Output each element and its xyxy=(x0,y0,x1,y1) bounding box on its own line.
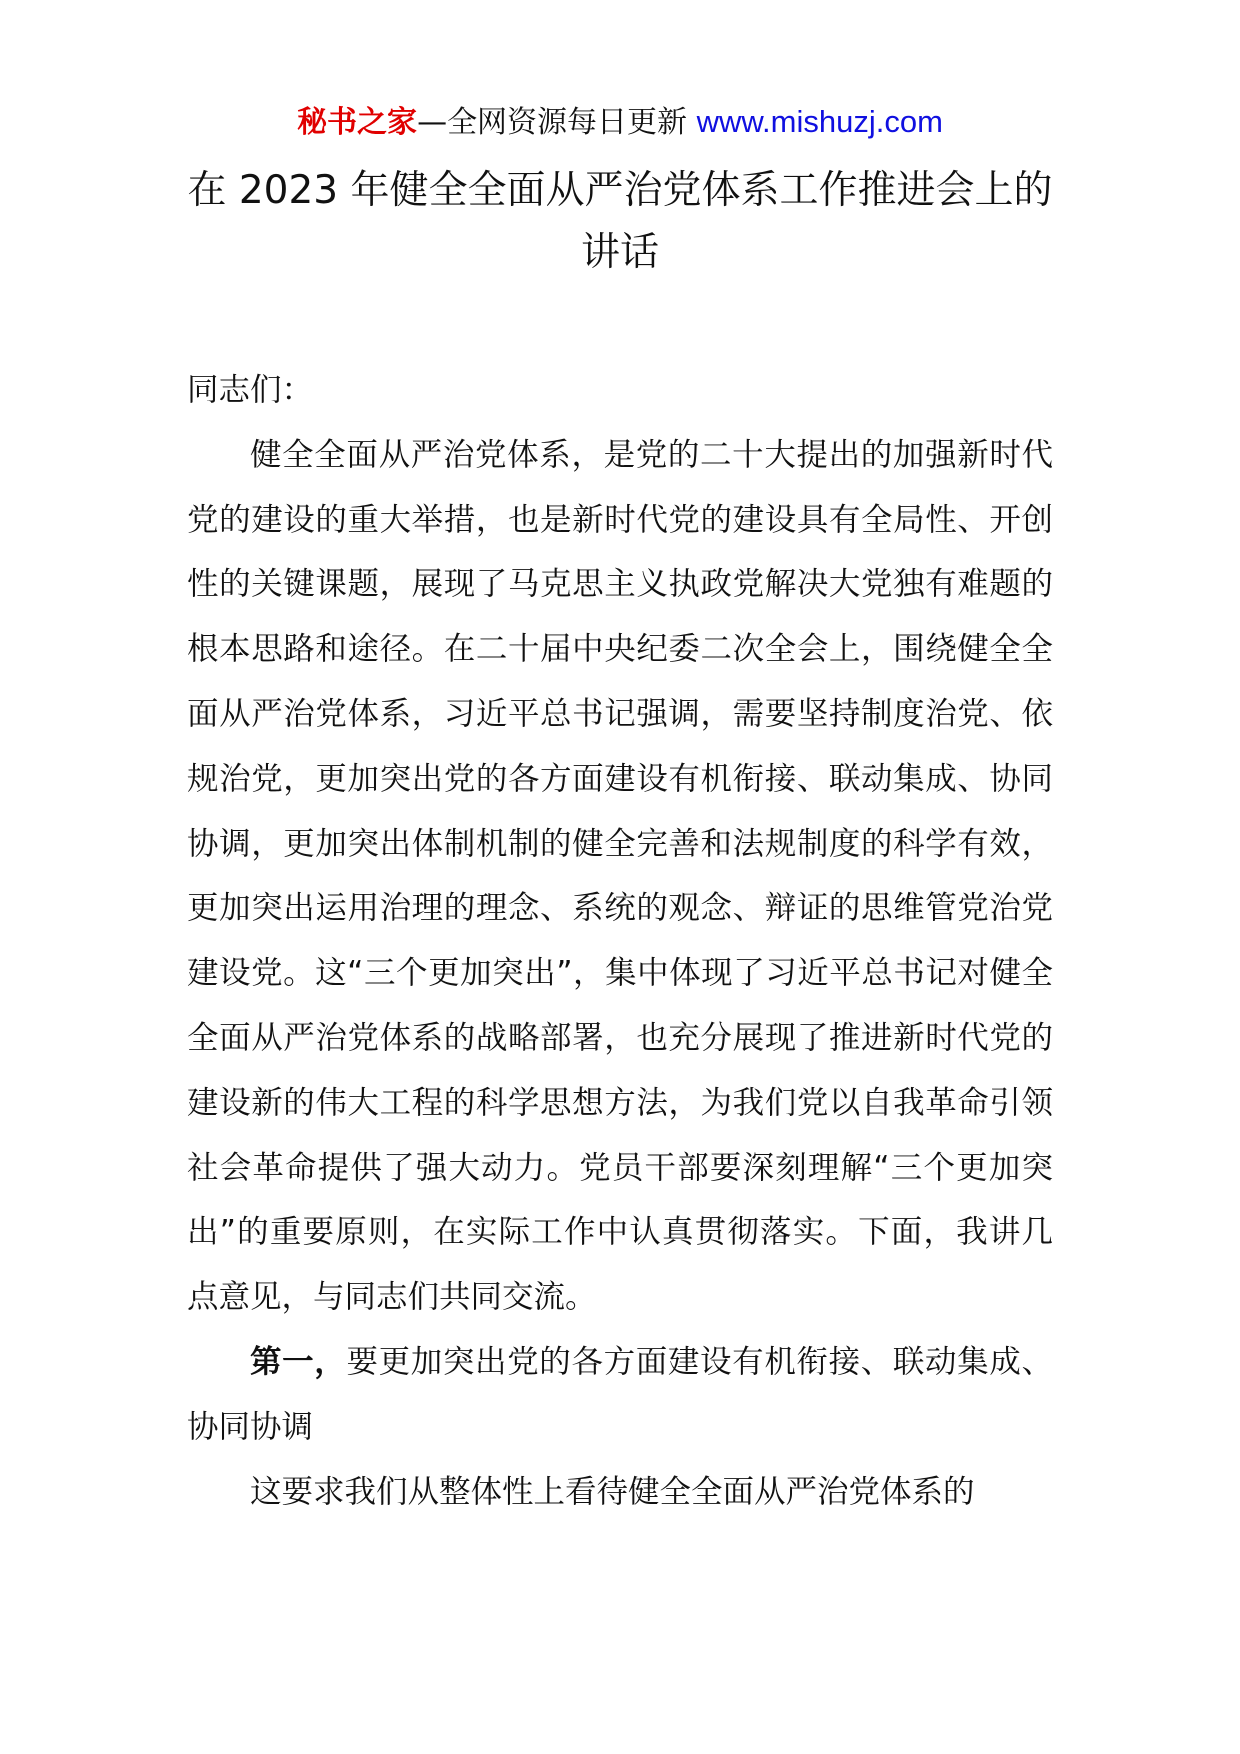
section-heading-1-text: 要更加突出党的各方面建设有机衔接、联动集成、协同协调 xyxy=(187,1343,1053,1445)
section-heading-1 xyxy=(187,1330,1053,1460)
document-title: 在 2023 年健全全面从严治党体系工作推进会上的讲话 xyxy=(187,168,1053,275)
section-heading-1-lead: 第一， xyxy=(250,1343,347,1380)
site-url: www.mishuzj.com xyxy=(696,104,943,139)
paragraph-intro: 健全全面从严治党体系，是党的二十大提出的加强新时代党的建设的重大举措，也是新时代党的建设具有全局性、开创性的关键课题，展现了马克思主义执政党解决大党独有难题的根本思路和途径。在二十届中央纪委二次全会上，围绕健全全面从严治党体系，习近平总书记强调，需要坚持制度治党、依规治党，更加突出党的各方面建设有机衔接、联动集成、协同协调，更加突出体制机制的健全完善和法规制度的科学有效，更加突出运用治理的理念、系统的观念、辩证的思维管党治党建设党。这“三个更加突出”，集中体现了习近平总书记对健全全面从严治党体系的战略部署，也充分展现了推进新时代党的建设新的伟大工程的科学思想方法，为我们党以自我革命引领社会革命提供了强大动力。党员干部要深刻理解“三个更加突出”的重要原则，在实际工作中认真贯彻落实。下面，我讲几点意见，与同志们共同交流。 xyxy=(187,436,1053,1316)
paragraph-section-1: 这要求我们从整体性上看待健全全面从严治党体系的 xyxy=(250,1473,975,1510)
site-tagline: —全网资源每日更新 xyxy=(417,105,688,140)
salutation: 同志们： xyxy=(187,372,314,408)
document-body xyxy=(187,358,1053,1524)
site-brand: 秘书之家 xyxy=(297,105,418,140)
site-header xyxy=(0,98,1240,147)
